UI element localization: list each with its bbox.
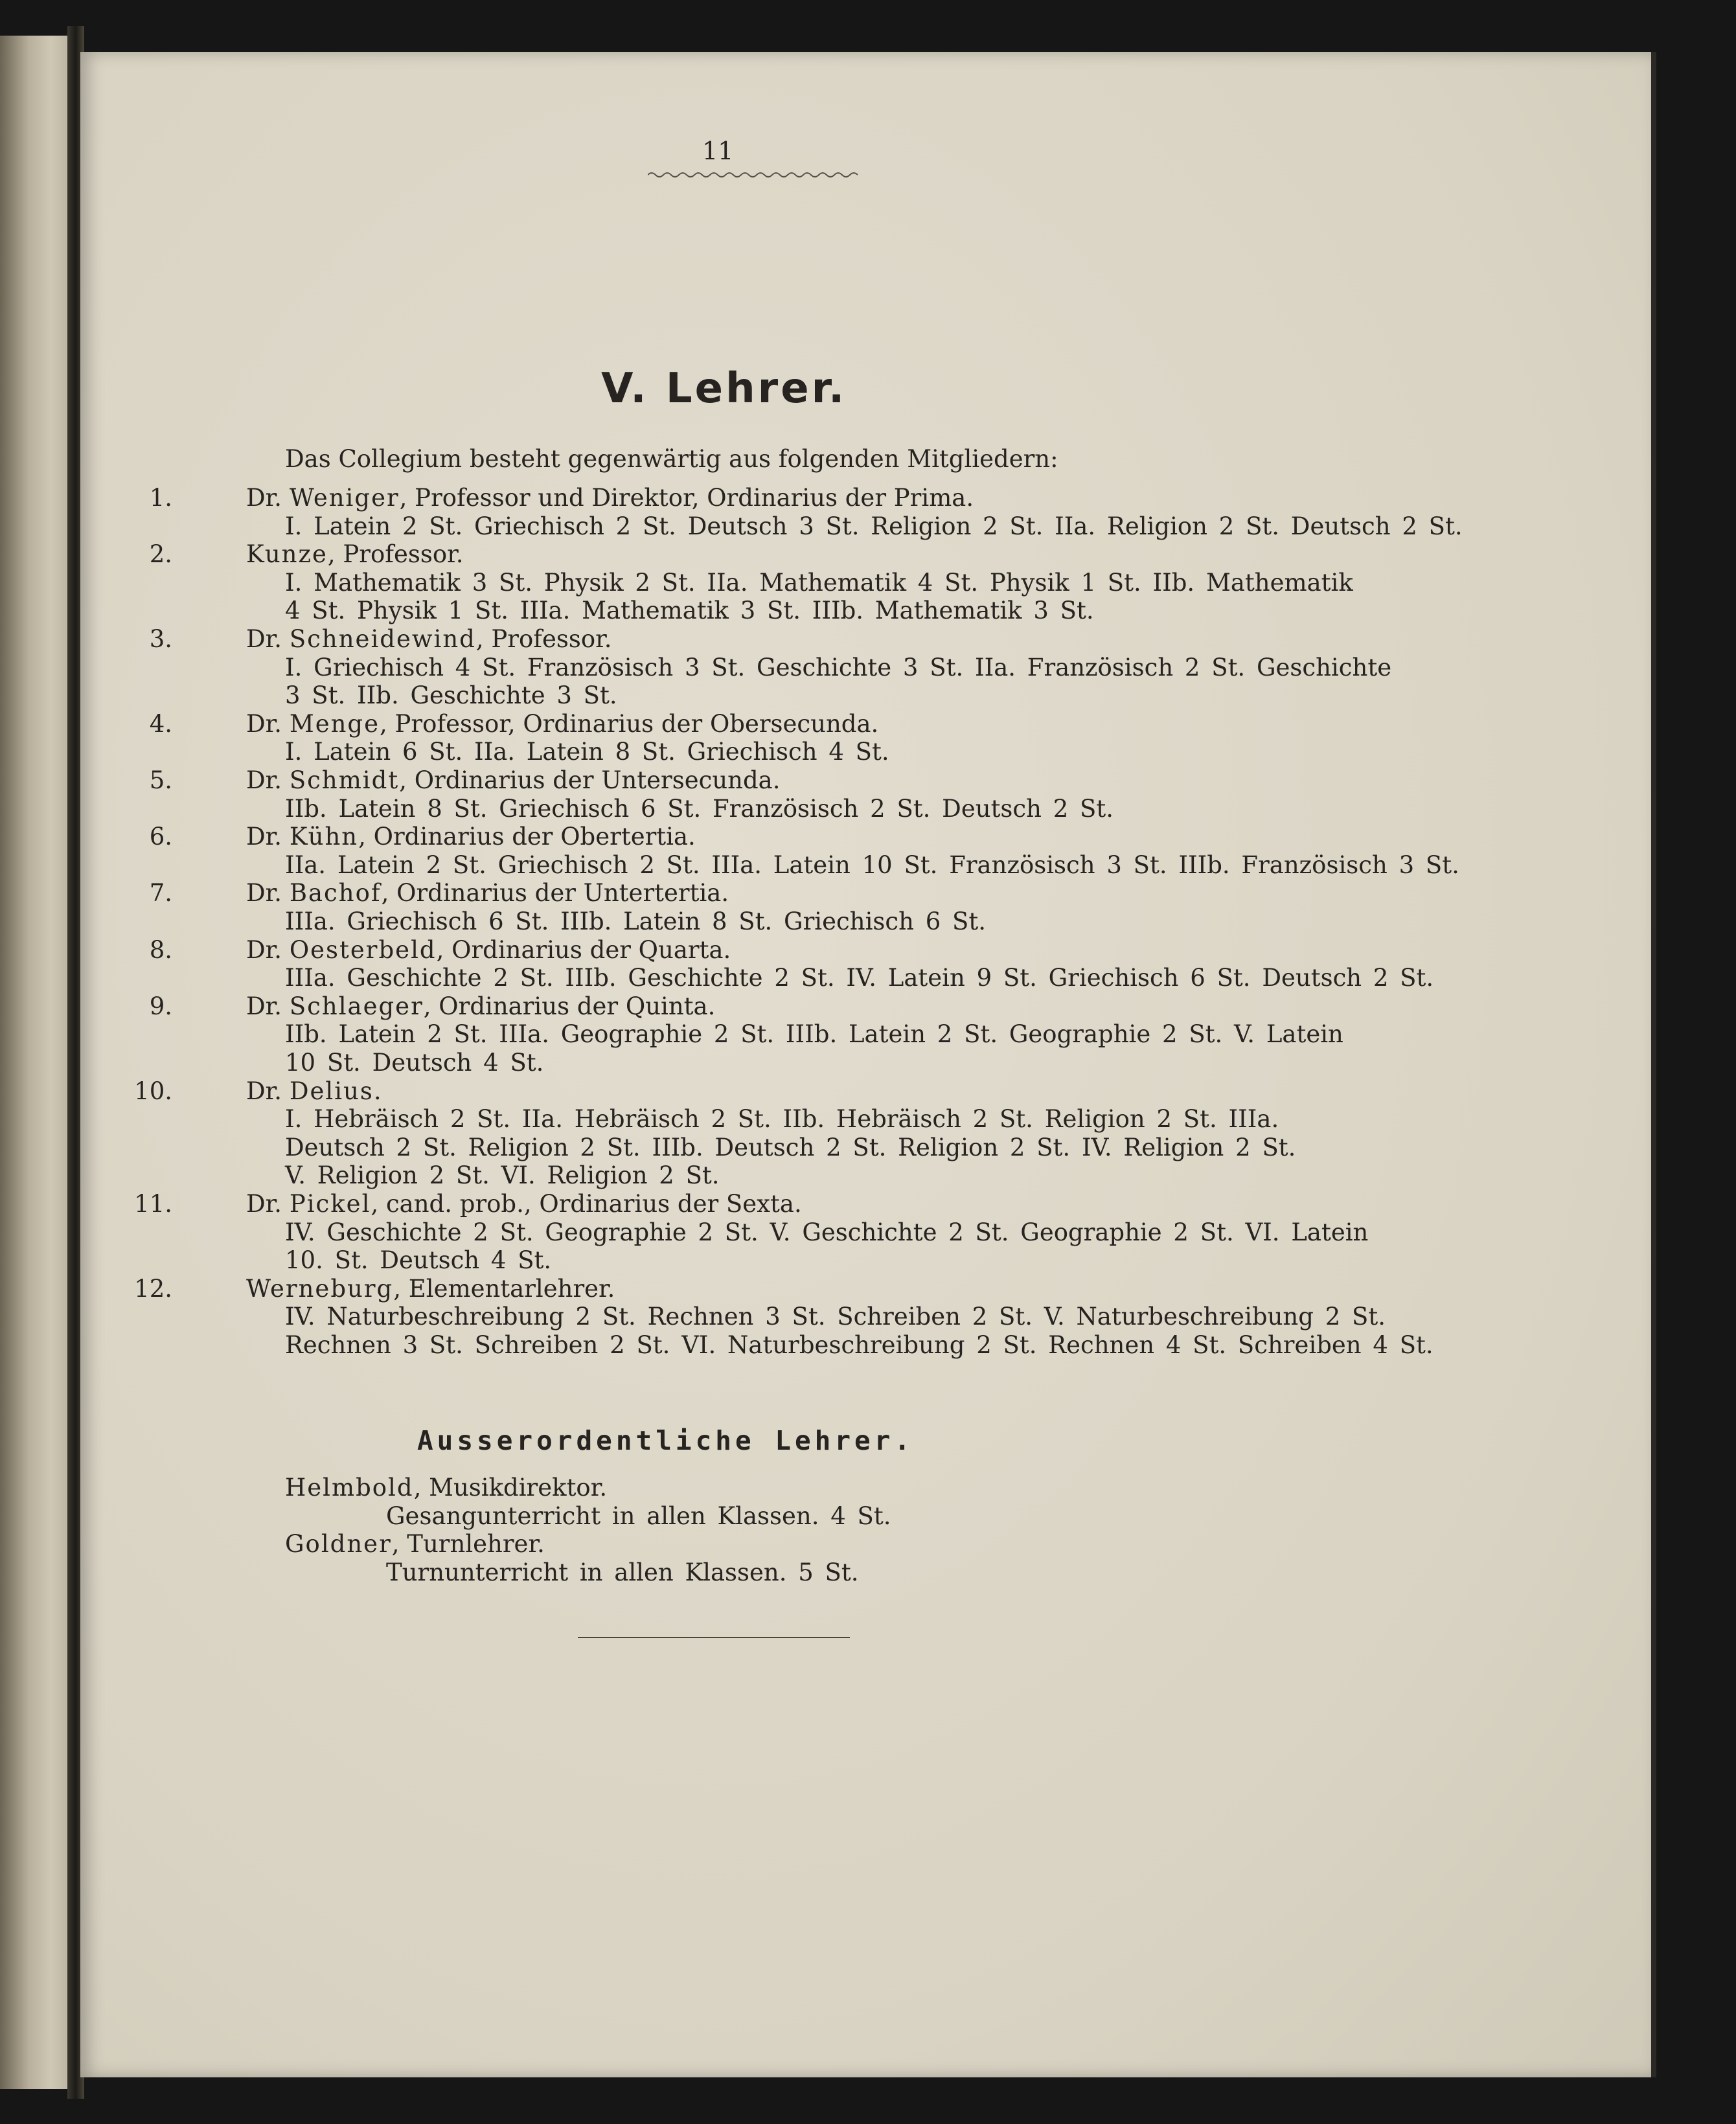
- teacher-role: , Professor.: [475, 625, 612, 653]
- teacher-subjects-line: IIIa. Griechisch 6 St. IIIb. Latein 8 St. Griechisch 6 St.: [285, 908, 986, 935]
- teacher-name: Weniger: [289, 484, 400, 512]
- teacher-name: Schmidt: [289, 766, 400, 794]
- teacher-name: Werneburg: [246, 1274, 394, 1303]
- teacher-heading: [246, 540, 464, 569]
- teacher-subjects-line: IV. Geschichte 2 St. Geographie 2 St. V. Geschichte 2 St. Geographie 2 St. VI. Latein: [285, 1218, 1369, 1246]
- subsection-title: Ausserordentliche Lehrer.: [417, 1425, 915, 1456]
- page-number: 11: [702, 137, 734, 165]
- extraordinary-teacher-detail: Gesangunterricht in allen Klassen. 4 St.: [386, 1502, 891, 1530]
- teacher-subjects-line: IIb. Latein 8 St. Griechisch 6 St. Französisch 2 St. Deutsch 2 St.: [285, 794, 1114, 823]
- teacher-subjects-line: I. Mathematik 3 St. Physik 2 St. IIa. Mathematik 4 St. Physik 1 St. IIb. Mathematik: [285, 568, 1353, 597]
- teacher-name: Goldner: [285, 1530, 392, 1559]
- teacher-subjects-line: IV. Naturbeschreibung 2 St. Rechnen 3 St. Schreiben 2 St. V. Naturbeschreibung 2 St.: [285, 1303, 1386, 1331]
- teacher-number: 9.: [149, 992, 172, 1020]
- ornament-squiggle: [648, 171, 862, 179]
- teacher-heading: [246, 627, 611, 651]
- teacher-subjects-line: 3 St. IIb. Geschichte 3 St.: [285, 681, 617, 710]
- teacher-title-prefix: Dr.: [246, 879, 290, 908]
- teacher-role: , Musikdirektor.: [413, 1474, 608, 1502]
- teacher-name: Pickel: [289, 1190, 371, 1218]
- teacher-number: 5.: [149, 766, 172, 794]
- teacher-number: 7.: [149, 879, 172, 908]
- teacher-subjects-line: I. Hebräisch 2 St. IIa. Hebräisch 2 St. IIb. Hebräisch 2 St. Religion 2 St. IIIa.: [285, 1105, 1279, 1134]
- teacher-subjects-line: 10. St. Deutsch 4 St.: [285, 1246, 552, 1275]
- closing-rule: [578, 1637, 850, 1638]
- teacher-title-prefix: Dr.: [246, 709, 290, 738]
- teacher-role: , Professor.: [327, 540, 464, 569]
- teacher-heading: [246, 879, 729, 908]
- extraordinary-teacher-detail: Turnunterricht in allen Klassen. 5 St.: [386, 1558, 859, 1586]
- teacher-number: 1.: [149, 484, 172, 512]
- teacher-role: .: [373, 1077, 382, 1105]
- teacher-name: Kühn: [289, 823, 359, 851]
- teacher-subjects-line: Deutsch 2 St. Religion 2 St. IIIb. Deutsch 2 St. Religion 2 St. IV. Religion 2 St.: [285, 1133, 1296, 1161]
- teacher-title-prefix: Dr.: [246, 1077, 290, 1105]
- teacher-subjects-line: I. Griechisch 4 St. Französisch 3 St. Geschichte 3 St. IIa. Französisch 2 St. Geschichte: [285, 653, 1392, 681]
- extraordinary-teacher-heading: [285, 1530, 545, 1559]
- teacher-number: 12.: [134, 1274, 172, 1303]
- teacher-subjects-line: IIIa. Geschichte 2 St. IIIb. Geschichte 2 St. IV. Latein 9 St. Griechisch 6 St. Deutsch 2 St.: [285, 964, 1434, 992]
- teacher-title-prefix: Dr.: [246, 484, 290, 512]
- left-page-edge: [0, 36, 73, 2089]
- teacher-number: 2.: [149, 540, 172, 569]
- teacher-role: , Ordinarius der Untertertia.: [381, 879, 729, 908]
- teacher-role: , cand. prob., Ordinarius der Sexta.: [371, 1190, 802, 1218]
- teacher-number: 10.: [134, 1077, 172, 1105]
- teacher-subjects-line: IIa. Latein 2 St. Griechisch 2 St. IIIa. Latein 10 St. Französisch 3 St. IIIb. Französisch 3 St.: [285, 851, 1459, 879]
- teacher-role: , Ordinarius der Quinta.: [423, 992, 716, 1020]
- teacher-role: , Elementarlehrer.: [393, 1274, 615, 1303]
- teacher-name: Helmbold: [285, 1474, 414, 1502]
- teacher-subjects-line: V. Religion 2 St. VI. Religion 2 St.: [285, 1161, 720, 1190]
- teacher-subjects-line: I. Latein 6 St. IIa. Latein 8 St. Griechisch 4 St.: [285, 738, 889, 766]
- teacher-heading: [246, 994, 715, 1018]
- teacher-title-prefix: Dr.: [246, 935, 290, 964]
- teacher-heading: [246, 1274, 615, 1303]
- teacher-name: Kunze: [246, 540, 328, 569]
- section-title: V. Lehrer.: [601, 365, 847, 413]
- teacher-role: , Ordinarius der Untersecunda.: [399, 766, 781, 794]
- teacher-heading: [246, 1192, 802, 1216]
- teacher-subjects-line: Rechnen 3 St. Schreiben 2 St. VI. Naturbeschreibung 2 St. Rechnen 4 St. Schreiben 4 St.: [285, 1331, 1433, 1359]
- teacher-role: , Ordinarius der Obertertia.: [358, 823, 696, 851]
- teacher-name: Oesterbeld: [289, 935, 437, 964]
- teacher-heading: [246, 768, 781, 792]
- teacher-heading: [246, 825, 696, 849]
- teacher-role: , Professor und Direktor, Ordinarius der Prima.: [399, 484, 974, 512]
- teacher-name: Bachof: [289, 879, 382, 908]
- teacher-subjects-line: IIb. Latein 2 St. IIIa. Geographie 2 St. IIIb. Latein 2 St. Geographie 2 St. V. Latein: [285, 1020, 1343, 1049]
- teacher-role: , Turnlehrer.: [391, 1530, 545, 1559]
- teacher-number: 4.: [149, 709, 172, 738]
- teacher-heading: [246, 709, 879, 738]
- teacher-heading: [246, 935, 731, 964]
- teacher-heading: [246, 486, 974, 510]
- teacher-role: , Ordinarius der Quarta.: [436, 935, 731, 964]
- teacher-number: 11.: [134, 1190, 172, 1218]
- teacher-name: Schlaeger: [289, 992, 424, 1020]
- teacher-title-prefix: Dr.: [246, 1190, 290, 1218]
- teacher-title-prefix: Dr.: [246, 625, 290, 653]
- teacher-role: , Professor, Ordinarius der Obersecunda.: [380, 709, 879, 738]
- teacher-subjects-line: 10 St. Deutsch 4 St.: [285, 1049, 544, 1077]
- teacher-name: Menge: [289, 709, 380, 738]
- teacher-subjects-line: 4 St. Physik 1 St. IIIa. Mathematik 3 St. IIIb. Mathematik 3 St.: [285, 597, 1094, 625]
- teacher-name: Delius: [289, 1077, 374, 1105]
- intro-text: Das Collegium besteht gegenwärtig aus folgenden Mitgliedern:: [285, 445, 1058, 473]
- teacher-title-prefix: Dr.: [246, 992, 290, 1020]
- teacher-name: Schneidewind: [289, 625, 476, 653]
- teacher-number: 6.: [149, 823, 172, 851]
- teacher-number: 3.: [149, 625, 172, 653]
- teacher-subjects-line: I. Latein 2 St. Griechisch 2 St. Deutsch 3 St. Religion 2 St. IIa. Religion 2 St. Deutsch 2 St.: [285, 512, 1463, 540]
- teacher-heading: [246, 1079, 382, 1103]
- teacher-number: 8.: [149, 935, 172, 964]
- teacher-title-prefix: Dr.: [246, 766, 290, 794]
- teacher-title-prefix: Dr.: [246, 823, 290, 851]
- extraordinary-teacher-heading: [285, 1476, 607, 1500]
- page-edge: [1651, 52, 1656, 2077]
